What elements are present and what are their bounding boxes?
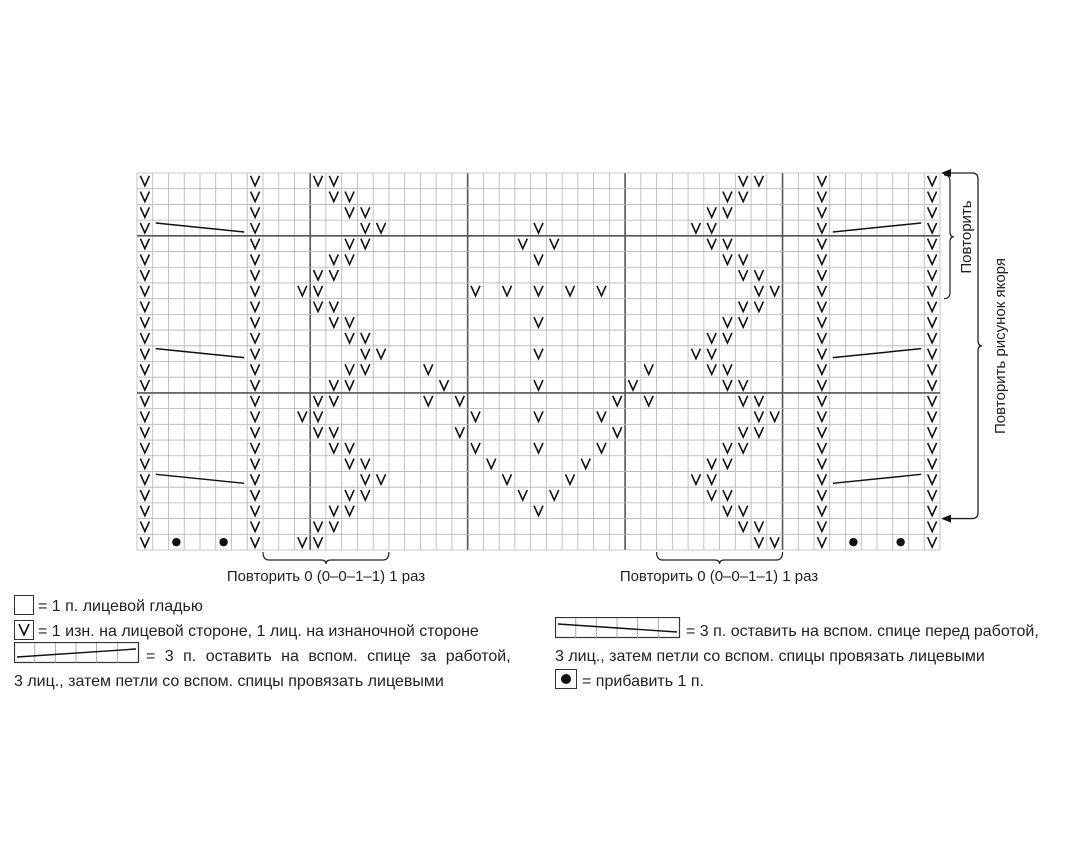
legend-knit-swatch (14, 595, 34, 615)
legend-cable-back-text-2: 3 лиц., затем петли со вспом. спицы провязать лицевыми (14, 673, 444, 690)
legend-cable-front-swatch (555, 617, 681, 639)
legend-purl-text: = 1 изн. на лицевой стороне, 1 лиц. на изнаночной стороне (38, 623, 479, 640)
legend-increase-text: = прибавить 1 п. (582, 673, 704, 690)
increase-dot-mark (219, 538, 227, 546)
legend-cable-front-text-2: 3 лиц., затем петли со вспом. спицы провязать лицевыми (555, 648, 985, 665)
legend-increase-swatch (555, 669, 577, 689)
legend-cable-front-text-1: = 3 п. оставить на вспом. спице перед работой, (686, 623, 1039, 640)
repeat-label-left: Повторить 0 (0–0–1–1) 1 раз (226, 568, 426, 585)
purl-v-icon (14, 620, 34, 640)
legend-knit-text: = 1 п. лицевой гладью (38, 598, 203, 615)
repeat-label-right: Повторить 0 (0–0–1–1) 1 раз (619, 568, 819, 585)
increase-dot-icon (561, 674, 571, 684)
increase-dot-mark (896, 538, 904, 546)
legend-purl-swatch (14, 620, 34, 640)
increase-dot-mark (849, 538, 857, 546)
legend-cable-back-swatch (14, 642, 140, 664)
legend-cable-back-text-1: = 3 п. оставить на вспом. спице за работой, (146, 648, 511, 665)
repeat-brace (657, 552, 783, 564)
repeat-brace (263, 552, 389, 564)
repeat-brace-vertical (944, 175, 954, 299)
increase-dot-mark (172, 538, 180, 546)
repeat-label-inner: Повторить (958, 200, 975, 274)
arrow-left-icon (941, 515, 951, 523)
repeat-label-outer: Повторить рисунок якоря (992, 258, 1009, 434)
